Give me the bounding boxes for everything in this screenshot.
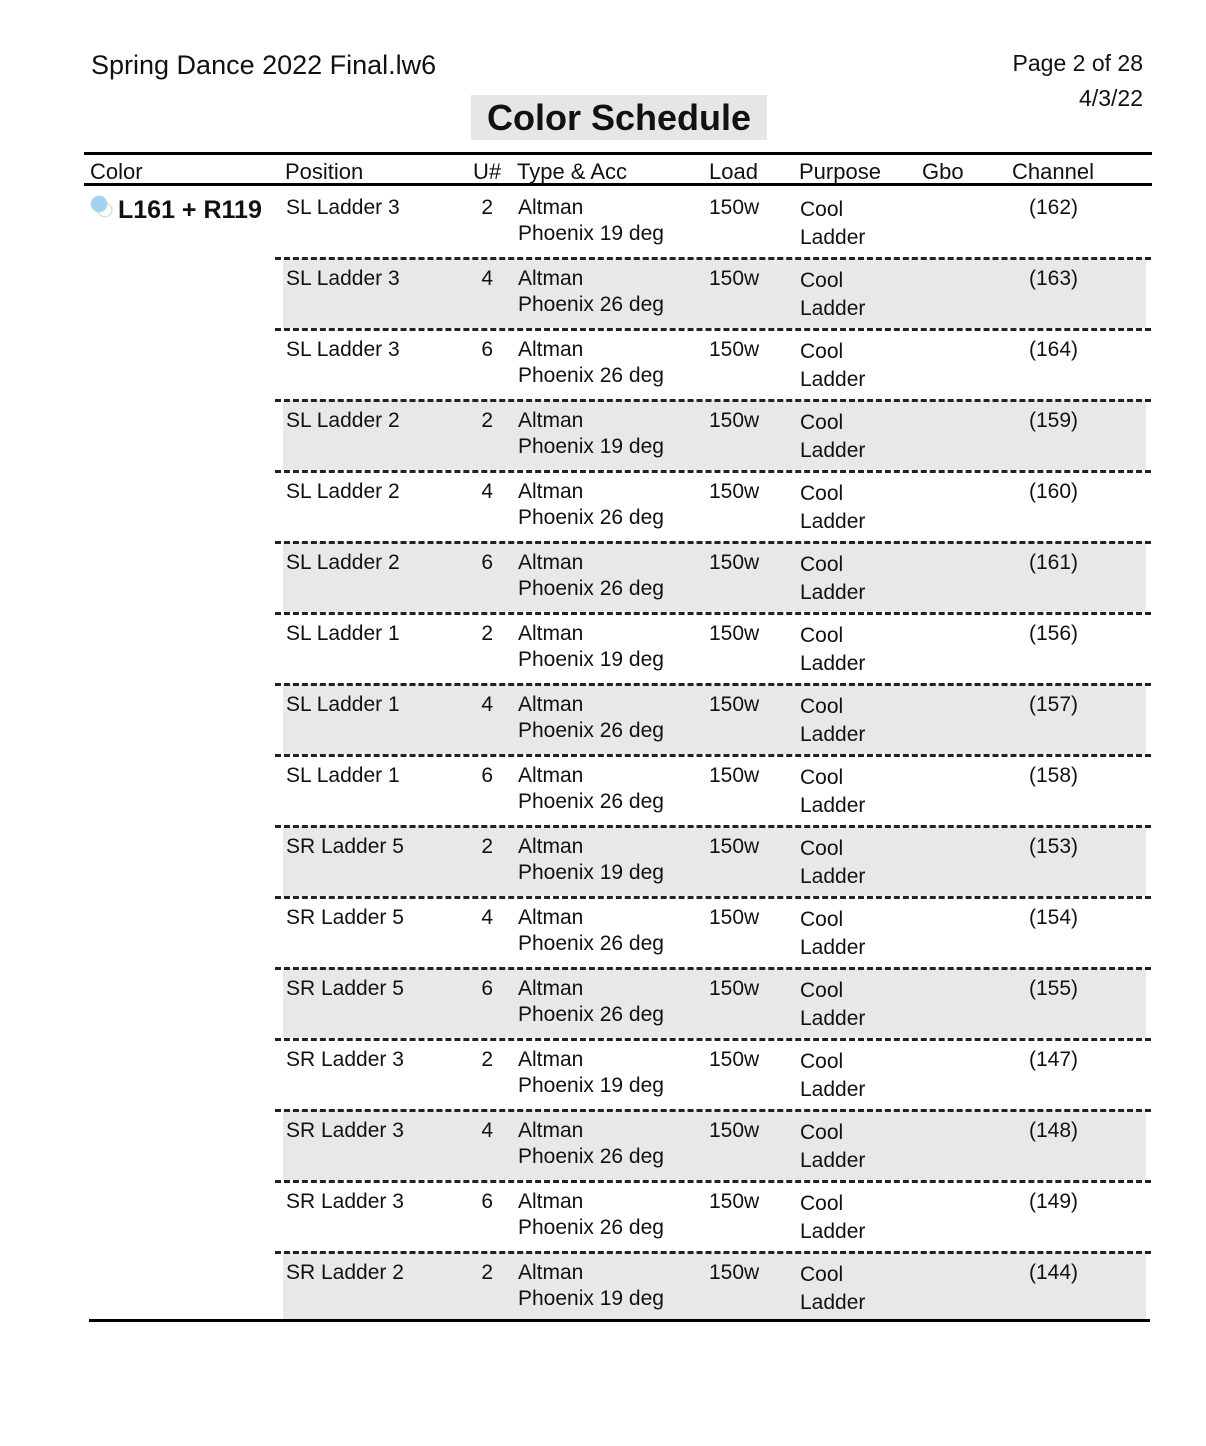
cell-unit-number: 6 xyxy=(481,977,493,1000)
cell-channel: (159) xyxy=(1029,409,1079,432)
row-separator xyxy=(275,328,1151,331)
cell-accessory: Phoenix 19 deg xyxy=(518,861,664,884)
cell-unit-number: 2 xyxy=(481,835,493,858)
cell-load: 150w xyxy=(709,409,760,432)
header-gbo: Gbo xyxy=(922,159,964,184)
row-separator xyxy=(275,541,1151,544)
table-row xyxy=(275,1180,1151,1251)
cell-accessory: Phoenix 19 deg xyxy=(518,435,664,458)
cell-instrument-type: Altman xyxy=(518,1261,584,1284)
cell-purpose: Cool xyxy=(800,340,844,363)
cell-load: 150w xyxy=(709,1261,760,1284)
table-row xyxy=(275,967,1151,1038)
cell-accessory: Phoenix 26 deg xyxy=(518,719,664,742)
cell-purpose-detail: Ladder xyxy=(800,510,866,533)
cell-purpose: Cool xyxy=(800,1050,844,1073)
cell-load: 150w xyxy=(709,977,760,1000)
cell-purpose-detail: Ladder xyxy=(800,936,866,959)
cell-load: 150w xyxy=(709,693,760,716)
cell-purpose: Cool xyxy=(800,837,844,860)
cell-unit-number: 4 xyxy=(481,480,493,503)
cell-load: 150w xyxy=(709,835,760,858)
row-separator xyxy=(275,1251,1151,1254)
row-separator xyxy=(275,825,1151,828)
cell-load: 150w xyxy=(709,267,760,290)
cell-position: SL Ladder 2 xyxy=(286,409,400,432)
color-name: L161 + R119 xyxy=(118,196,262,224)
cell-accessory: Phoenix 26 deg xyxy=(518,293,664,316)
cell-purpose: Cool xyxy=(800,1192,844,1215)
cell-position: SL Ladder 1 xyxy=(286,622,400,645)
row-separator xyxy=(275,399,1151,402)
cell-purpose: Cool xyxy=(800,624,844,647)
cell-channel: (164) xyxy=(1029,338,1079,361)
cell-purpose-detail: Ladder xyxy=(800,1149,866,1172)
cell-unit-number: 2 xyxy=(481,409,493,432)
table-row xyxy=(275,399,1151,470)
table-row xyxy=(275,541,1151,612)
cell-unit-number: 6 xyxy=(481,764,493,787)
cell-load: 150w xyxy=(709,338,760,361)
cell-load: 150w xyxy=(709,1119,760,1142)
cell-purpose-detail: Ladder xyxy=(800,1007,866,1030)
cell-accessory: Phoenix 26 deg xyxy=(518,506,664,529)
cell-unit-number: 2 xyxy=(481,1261,493,1284)
cell-accessory: Phoenix 26 deg xyxy=(518,932,664,955)
header-type: Type & Acc xyxy=(517,159,628,184)
cell-purpose: Cool xyxy=(800,482,844,505)
cell-channel: (147) xyxy=(1029,1048,1079,1071)
cell-instrument-type: Altman xyxy=(518,1190,584,1213)
cell-position: SL Ladder 3 xyxy=(286,196,400,219)
cell-channel: (156) xyxy=(1029,622,1079,645)
cell-instrument-type: Altman xyxy=(518,1119,584,1142)
row-separator xyxy=(275,683,1151,686)
cell-load: 150w xyxy=(709,196,760,219)
row-separator xyxy=(275,470,1151,473)
table-row xyxy=(275,257,1151,328)
cell-unit-number: 4 xyxy=(481,1119,493,1142)
row-separator xyxy=(275,896,1151,899)
cell-instrument-type: Altman xyxy=(518,693,584,716)
cell-purpose: Cool xyxy=(800,908,844,931)
row-separator xyxy=(275,1180,1151,1183)
cell-unit-number: 6 xyxy=(481,1190,493,1213)
table-row xyxy=(275,186,1151,257)
cell-unit-number: 2 xyxy=(481,196,493,219)
cell-position: SR Ladder 3 xyxy=(286,1119,404,1142)
cell-load: 150w xyxy=(709,622,760,645)
cell-purpose-detail: Ladder xyxy=(800,297,866,320)
cell-position: SL Ladder 1 xyxy=(286,693,400,716)
column-header-row xyxy=(84,152,1152,186)
cell-load: 150w xyxy=(709,1048,760,1071)
cell-purpose-detail: Ladder xyxy=(800,1220,866,1243)
cell-position: SR Ladder 3 xyxy=(286,1190,404,1213)
cell-load: 150w xyxy=(709,480,760,503)
cell-load: 150w xyxy=(709,906,760,929)
header-position: Position xyxy=(285,159,364,184)
cell-purpose-detail: Ladder xyxy=(800,652,866,675)
cell-instrument-type: Altman xyxy=(518,551,584,574)
cell-accessory: Phoenix 26 deg xyxy=(518,790,664,813)
cell-purpose: Cool xyxy=(800,269,844,292)
header-unit: U# xyxy=(473,159,502,184)
cell-position: SL Ladder 2 xyxy=(286,480,400,503)
report-date: 4/3/22 xyxy=(1079,85,1143,111)
cell-unit-number: 4 xyxy=(481,693,493,716)
cell-unit-number: 6 xyxy=(481,338,493,361)
table-row xyxy=(275,896,1151,967)
cell-unit-number: 4 xyxy=(481,267,493,290)
row-separator xyxy=(275,1038,1151,1041)
cell-purpose-detail: Ladder xyxy=(800,581,866,604)
cell-position: SR Ladder 5 xyxy=(286,835,404,858)
table-row xyxy=(275,1038,1151,1109)
cell-purpose-detail: Ladder xyxy=(800,1078,866,1101)
cell-accessory: Phoenix 19 deg xyxy=(518,1287,664,1310)
row-separator xyxy=(275,612,1151,615)
table-row xyxy=(275,328,1151,399)
cell-channel: (153) xyxy=(1029,835,1079,858)
cell-channel: (157) xyxy=(1029,693,1079,716)
cell-load: 150w xyxy=(709,551,760,574)
row-separator xyxy=(275,754,1151,757)
cell-purpose-detail: Ladder xyxy=(800,226,866,249)
cell-instrument-type: Altman xyxy=(518,267,584,290)
cell-channel: (155) xyxy=(1029,977,1079,1000)
cell-position: SL Ladder 3 xyxy=(286,338,400,361)
row-separator xyxy=(275,257,1151,260)
cell-position: SR Ladder 5 xyxy=(286,906,404,929)
cell-purpose-detail: Ladder xyxy=(800,794,866,817)
cell-instrument-type: Altman xyxy=(518,906,584,929)
document-name: Spring Dance 2022 Final.lw6 xyxy=(91,50,437,80)
cell-position: SL Ladder 2 xyxy=(286,551,400,574)
row-separator xyxy=(275,1109,1151,1112)
cell-instrument-type: Altman xyxy=(518,835,584,858)
header-purpose: Purpose xyxy=(799,159,881,184)
table-row xyxy=(275,1109,1151,1180)
cell-purpose: Cool xyxy=(800,979,844,1002)
cell-position: SL Ladder 3 xyxy=(286,267,400,290)
cell-unit-number: 2 xyxy=(481,622,493,645)
cell-position: SR Ladder 3 xyxy=(286,1048,404,1071)
cell-load: 150w xyxy=(709,1190,760,1213)
cell-accessory: Phoenix 26 deg xyxy=(518,364,664,387)
cell-purpose-detail: Ladder xyxy=(800,1291,866,1314)
cell-instrument-type: Altman xyxy=(518,409,584,432)
cell-instrument-type: Altman xyxy=(518,977,584,1000)
cell-accessory: Phoenix 26 deg xyxy=(518,1003,664,1026)
table-row xyxy=(275,470,1151,541)
cell-purpose: Cool xyxy=(800,1121,844,1144)
cell-instrument-type: Altman xyxy=(518,196,584,219)
cell-purpose: Cool xyxy=(800,766,844,789)
cell-channel: (160) xyxy=(1029,480,1079,503)
cell-purpose: Cool xyxy=(800,411,844,434)
cell-channel: (149) xyxy=(1029,1190,1079,1213)
cell-accessory: Phoenix 19 deg xyxy=(518,1074,664,1097)
table-row xyxy=(275,825,1151,896)
cell-channel: (158) xyxy=(1029,764,1079,787)
cell-accessory: Phoenix 26 deg xyxy=(518,577,664,600)
page-number: Page 2 of 28 xyxy=(1012,50,1143,76)
table-row xyxy=(275,683,1151,754)
cell-unit-number: 6 xyxy=(481,551,493,574)
cell-purpose-detail: Ladder xyxy=(800,723,866,746)
cell-accessory: Phoenix 26 deg xyxy=(518,1216,664,1239)
cell-position: SR Ladder 5 xyxy=(286,977,404,1000)
cell-purpose: Cool xyxy=(800,198,844,221)
cell-channel: (161) xyxy=(1029,551,1079,574)
cell-position: SL Ladder 1 xyxy=(286,764,400,787)
cell-instrument-type: Altman xyxy=(518,764,584,787)
table-row xyxy=(275,754,1151,825)
report-title: Color Schedule xyxy=(471,95,767,140)
cell-instrument-type: Altman xyxy=(518,622,584,645)
cell-purpose-detail: Ladder xyxy=(800,865,866,888)
cell-purpose-detail: Ladder xyxy=(800,368,866,391)
header-color: Color xyxy=(90,159,143,184)
cell-accessory: Phoenix 26 deg xyxy=(518,1145,664,1168)
cell-purpose: Cool xyxy=(800,695,844,718)
header-load: Load xyxy=(709,159,758,184)
cell-accessory: Phoenix 19 deg xyxy=(518,222,664,245)
cell-purpose: Cool xyxy=(800,1263,844,1286)
cell-unit-number: 4 xyxy=(481,906,493,929)
cell-load: 150w xyxy=(709,764,760,787)
cell-position: SR Ladder 2 xyxy=(286,1261,404,1284)
row-separator xyxy=(275,967,1151,970)
table-bottom-rule xyxy=(89,1319,1150,1322)
cell-instrument-type: Altman xyxy=(518,1048,584,1071)
cell-channel: (162) xyxy=(1029,196,1079,219)
cell-unit-number: 2 xyxy=(481,1048,493,1071)
cell-purpose: Cool xyxy=(800,553,844,576)
cell-channel: (163) xyxy=(1029,267,1079,290)
cell-purpose-detail: Ladder xyxy=(800,439,866,462)
header-channel: Channel xyxy=(1012,159,1094,184)
cell-channel: (144) xyxy=(1029,1261,1079,1284)
cell-channel: (154) xyxy=(1029,906,1079,929)
cell-channel: (148) xyxy=(1029,1119,1079,1142)
table-row xyxy=(275,1251,1151,1322)
cell-instrument-type: Altman xyxy=(518,480,584,503)
cell-accessory: Phoenix 19 deg xyxy=(518,648,664,671)
gel-color-swatch-icon xyxy=(89,195,115,219)
table-row xyxy=(275,612,1151,683)
cell-instrument-type: Altman xyxy=(518,338,584,361)
